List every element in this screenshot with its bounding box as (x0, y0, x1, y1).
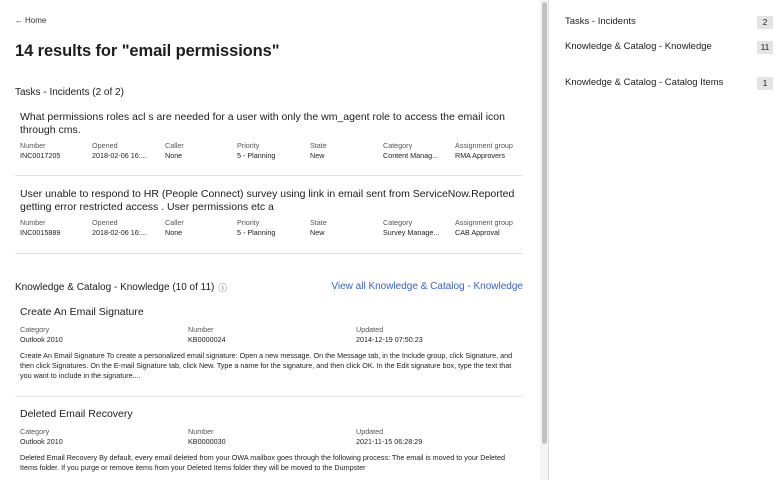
field-value-opened: 2018-02-06 16:... (92, 228, 147, 237)
field-value-category: Outlook 2010 (20, 335, 63, 344)
field-label-opened: Opened (92, 218, 118, 227)
facet-label: Tasks - Incidents (565, 16, 636, 27)
field-label-assignment-group: Assignment group (455, 218, 513, 227)
knowledge-fields (20, 427, 523, 447)
knowledge-result[interactable] (20, 306, 523, 381)
field-value-updated: 2014-12-19 07:50:23 (356, 335, 423, 344)
facet-count-badge: 1 (757, 77, 773, 90)
incident-title[interactable]: User unable to respond to HR (People Connect) survey using link in email sent from ServiceNow.Reported getting error restricted access . User permissions etc a (20, 188, 515, 213)
field-label-category: Category (383, 218, 413, 227)
section-title-knowledge (15, 281, 227, 294)
field-value-caller: None (165, 151, 183, 160)
field-label-category: Category (20, 427, 50, 436)
field-value-state: New (310, 228, 325, 237)
section-title-incidents: Tasks - Incidents (2 of 2) (15, 87, 124, 98)
field-value-number: INC0015889 (20, 228, 61, 237)
field-label-number: Number (188, 325, 214, 334)
page-title: 14 results for "email permissions" (15, 42, 280, 60)
field-label-category: Category (20, 325, 50, 334)
field-label-number: Number (20, 141, 46, 150)
facet-tasks-incidents[interactable] (565, 16, 768, 29)
result-divider (15, 396, 523, 397)
field-value-priority: 5 - Planning (237, 151, 276, 160)
field-label-updated: Updated (356, 427, 384, 436)
scrollbar-thumb[interactable] (542, 2, 547, 444)
knowledge-result[interactable] (20, 408, 523, 473)
back-arrow-icon: ← (15, 16, 23, 25)
incident-fields (20, 218, 523, 238)
knowledge-snippet: Create An Email Signature To create a personalized email signature: Open a new message. On the Message tab, in the Include group, click Signature, and then click Signatures. On the E-mail Signature tab, click New. Type a name for the signature, and then click OK. In the Edit signature box, type the text that you want to include in the signature.... (20, 351, 513, 380)
field-value-number: KB0000030 (188, 437, 226, 446)
field-value-priority: 5 - Planning (237, 228, 276, 237)
knowledge-snippet: Deleted Email Recovery By default, every email deleted from your OWA mailbox goes through the following process: The email is moved to your Deleted Items folder. If you purge or remove items from your Deleted Items folder they will be moved to the Dumpster (20, 453, 505, 472)
facet-count-badge: 2 (757, 16, 773, 29)
back-home-link[interactable] (15, 16, 46, 25)
result-divider (15, 175, 523, 176)
knowledge-fields (20, 325, 523, 345)
field-label-number: Number (20, 218, 46, 227)
field-label-caller: Caller (165, 141, 184, 150)
results-scrollbar[interactable] (540, 0, 548, 480)
field-value-updated: 2021-11-15 06:28:29 (356, 437, 423, 446)
field-value-caller: None (165, 228, 183, 237)
facet-label: Knowledge & Catalog - Knowledge (565, 41, 712, 52)
result-divider (15, 253, 523, 254)
knowledge-title[interactable]: Create An Email Signature (20, 306, 144, 318)
incident-fields (20, 141, 523, 161)
view-all-knowledge-link[interactable]: View all Knowledge & Catalog - Knowledge (331, 281, 523, 292)
field-label-state: State (310, 218, 327, 227)
field-value-category: Survey Manage... (383, 228, 440, 237)
field-label-opened: Opened (92, 141, 118, 150)
field-value-category: Outlook 2010 (20, 437, 63, 446)
facet-sidebar (549, 0, 780, 480)
field-label-priority: Priority (237, 218, 260, 227)
facet-catalog-items[interactable] (565, 77, 768, 90)
knowledge-title[interactable]: Deleted Email Recovery (20, 408, 133, 420)
field-label-state: State (310, 141, 327, 150)
facet-label: Knowledge & Catalog - Catalog Items (565, 77, 724, 88)
field-label-updated: Updated (356, 325, 384, 334)
facet-count-badge: 11 (757, 41, 773, 54)
incident-title[interactable]: What permissions roles acl s are needed for a user with only the wm_agent role to access the email icon through cms. (20, 111, 505, 136)
field-label-number: Number (188, 427, 214, 436)
field-value-category: Content Manag... (383, 151, 439, 160)
field-label-caller: Caller (165, 218, 184, 227)
incident-result[interactable] (20, 111, 523, 161)
field-value-state: New (310, 151, 325, 160)
field-value-number: INC0017205 (20, 151, 61, 160)
facet-knowledge[interactable] (565, 41, 770, 54)
field-value-number: KB0000024 (188, 335, 226, 344)
back-home-label: Home (25, 16, 47, 25)
incident-result[interactable] (20, 188, 523, 238)
field-value-opened: 2018-02-06 16:... (92, 151, 147, 160)
field-value-assignment-group: RMA Approvers (455, 151, 505, 160)
field-label-assignment-group: Assignment group (455, 141, 513, 150)
info-icon[interactable]: ⓘ (218, 283, 228, 293)
field-label-priority: Priority (237, 141, 260, 150)
field-label-category: Category (383, 141, 413, 150)
section-title-knowledge-label: Knowledge & Catalog - Knowledge (10 of 11) (15, 282, 215, 293)
field-value-assignment-group: CAB Approval (455, 228, 500, 237)
